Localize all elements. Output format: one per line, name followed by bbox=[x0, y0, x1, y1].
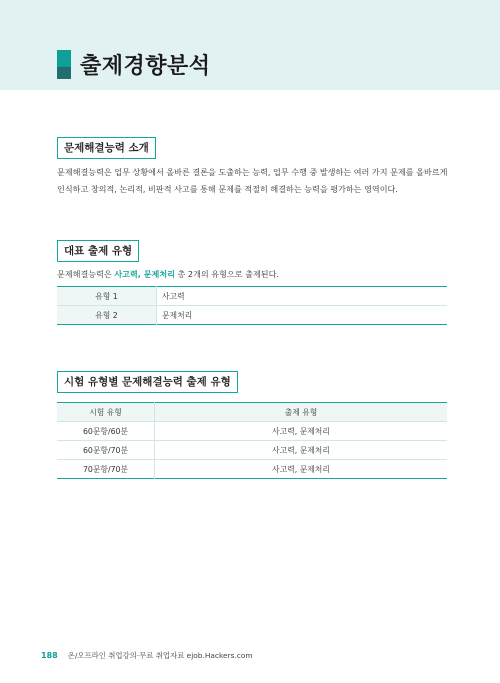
exam-cell: 70문항/70분 bbox=[57, 460, 155, 479]
types-table bbox=[57, 286, 447, 325]
page-number: 188 bbox=[41, 651, 58, 660]
table-row bbox=[57, 306, 447, 325]
table-row bbox=[57, 287, 447, 306]
section-heading-exam: 시험 유형별 문제해결능력 출제 유형 bbox=[57, 371, 238, 393]
table-header-row bbox=[57, 403, 447, 422]
header-band bbox=[0, 0, 500, 90]
table-row bbox=[57, 460, 447, 479]
intro-paragraph: 문제해결능력은 업무 상황에서 올바른 결론을 도출하는 능력, 업무 수행 중 발생하는 여러 가지 문제를 올바르게 인식하고 창의적, 논리적, 비판적 사고를 통해 문제를 적절히 해결하는 능력을 평가하는 영역이다. bbox=[57, 167, 448, 194]
section-heading-intro: 문제해결능력 소개 bbox=[57, 137, 156, 159]
section-heading-types: 대표 출제 유형 bbox=[57, 240, 139, 262]
type-label: 유형 2 bbox=[57, 306, 157, 325]
types-cell: 사고력, 문제처리 bbox=[155, 441, 448, 460]
exam-table bbox=[57, 402, 447, 479]
highlight-thinking: 사고력 bbox=[114, 269, 138, 279]
highlight-processing: 문제처리 bbox=[143, 269, 175, 279]
column-header-types: 출제 유형 bbox=[155, 403, 448, 422]
types-cell: 사고력, 문제처리 bbox=[272, 464, 330, 474]
table-row bbox=[57, 422, 447, 441]
type-value: 문제처리 bbox=[162, 310, 193, 320]
types-cell: 사고력, 문제처리 bbox=[155, 422, 448, 441]
types-sentence: 문제해결능력은 사고력, 문제처리 총 2개의 유형으로 출제된다. bbox=[57, 269, 279, 279]
type-label: 유형 1 bbox=[57, 287, 157, 306]
exam-cell: 60문항/60분 bbox=[57, 422, 155, 441]
exam-cell: 60문항/70분 bbox=[57, 441, 155, 460]
type-value: 사고력 bbox=[157, 287, 448, 306]
title-marker bbox=[57, 50, 71, 79]
column-header-exam: 시험 유형 bbox=[57, 403, 155, 422]
table-row bbox=[57, 441, 447, 460]
footer-text: 온/오프라인 취업강의·무료 취업자료 ejob.Hackers.com bbox=[67, 651, 253, 660]
page-title: 출제경향분석 bbox=[80, 54, 211, 79]
footer bbox=[41, 650, 253, 661]
